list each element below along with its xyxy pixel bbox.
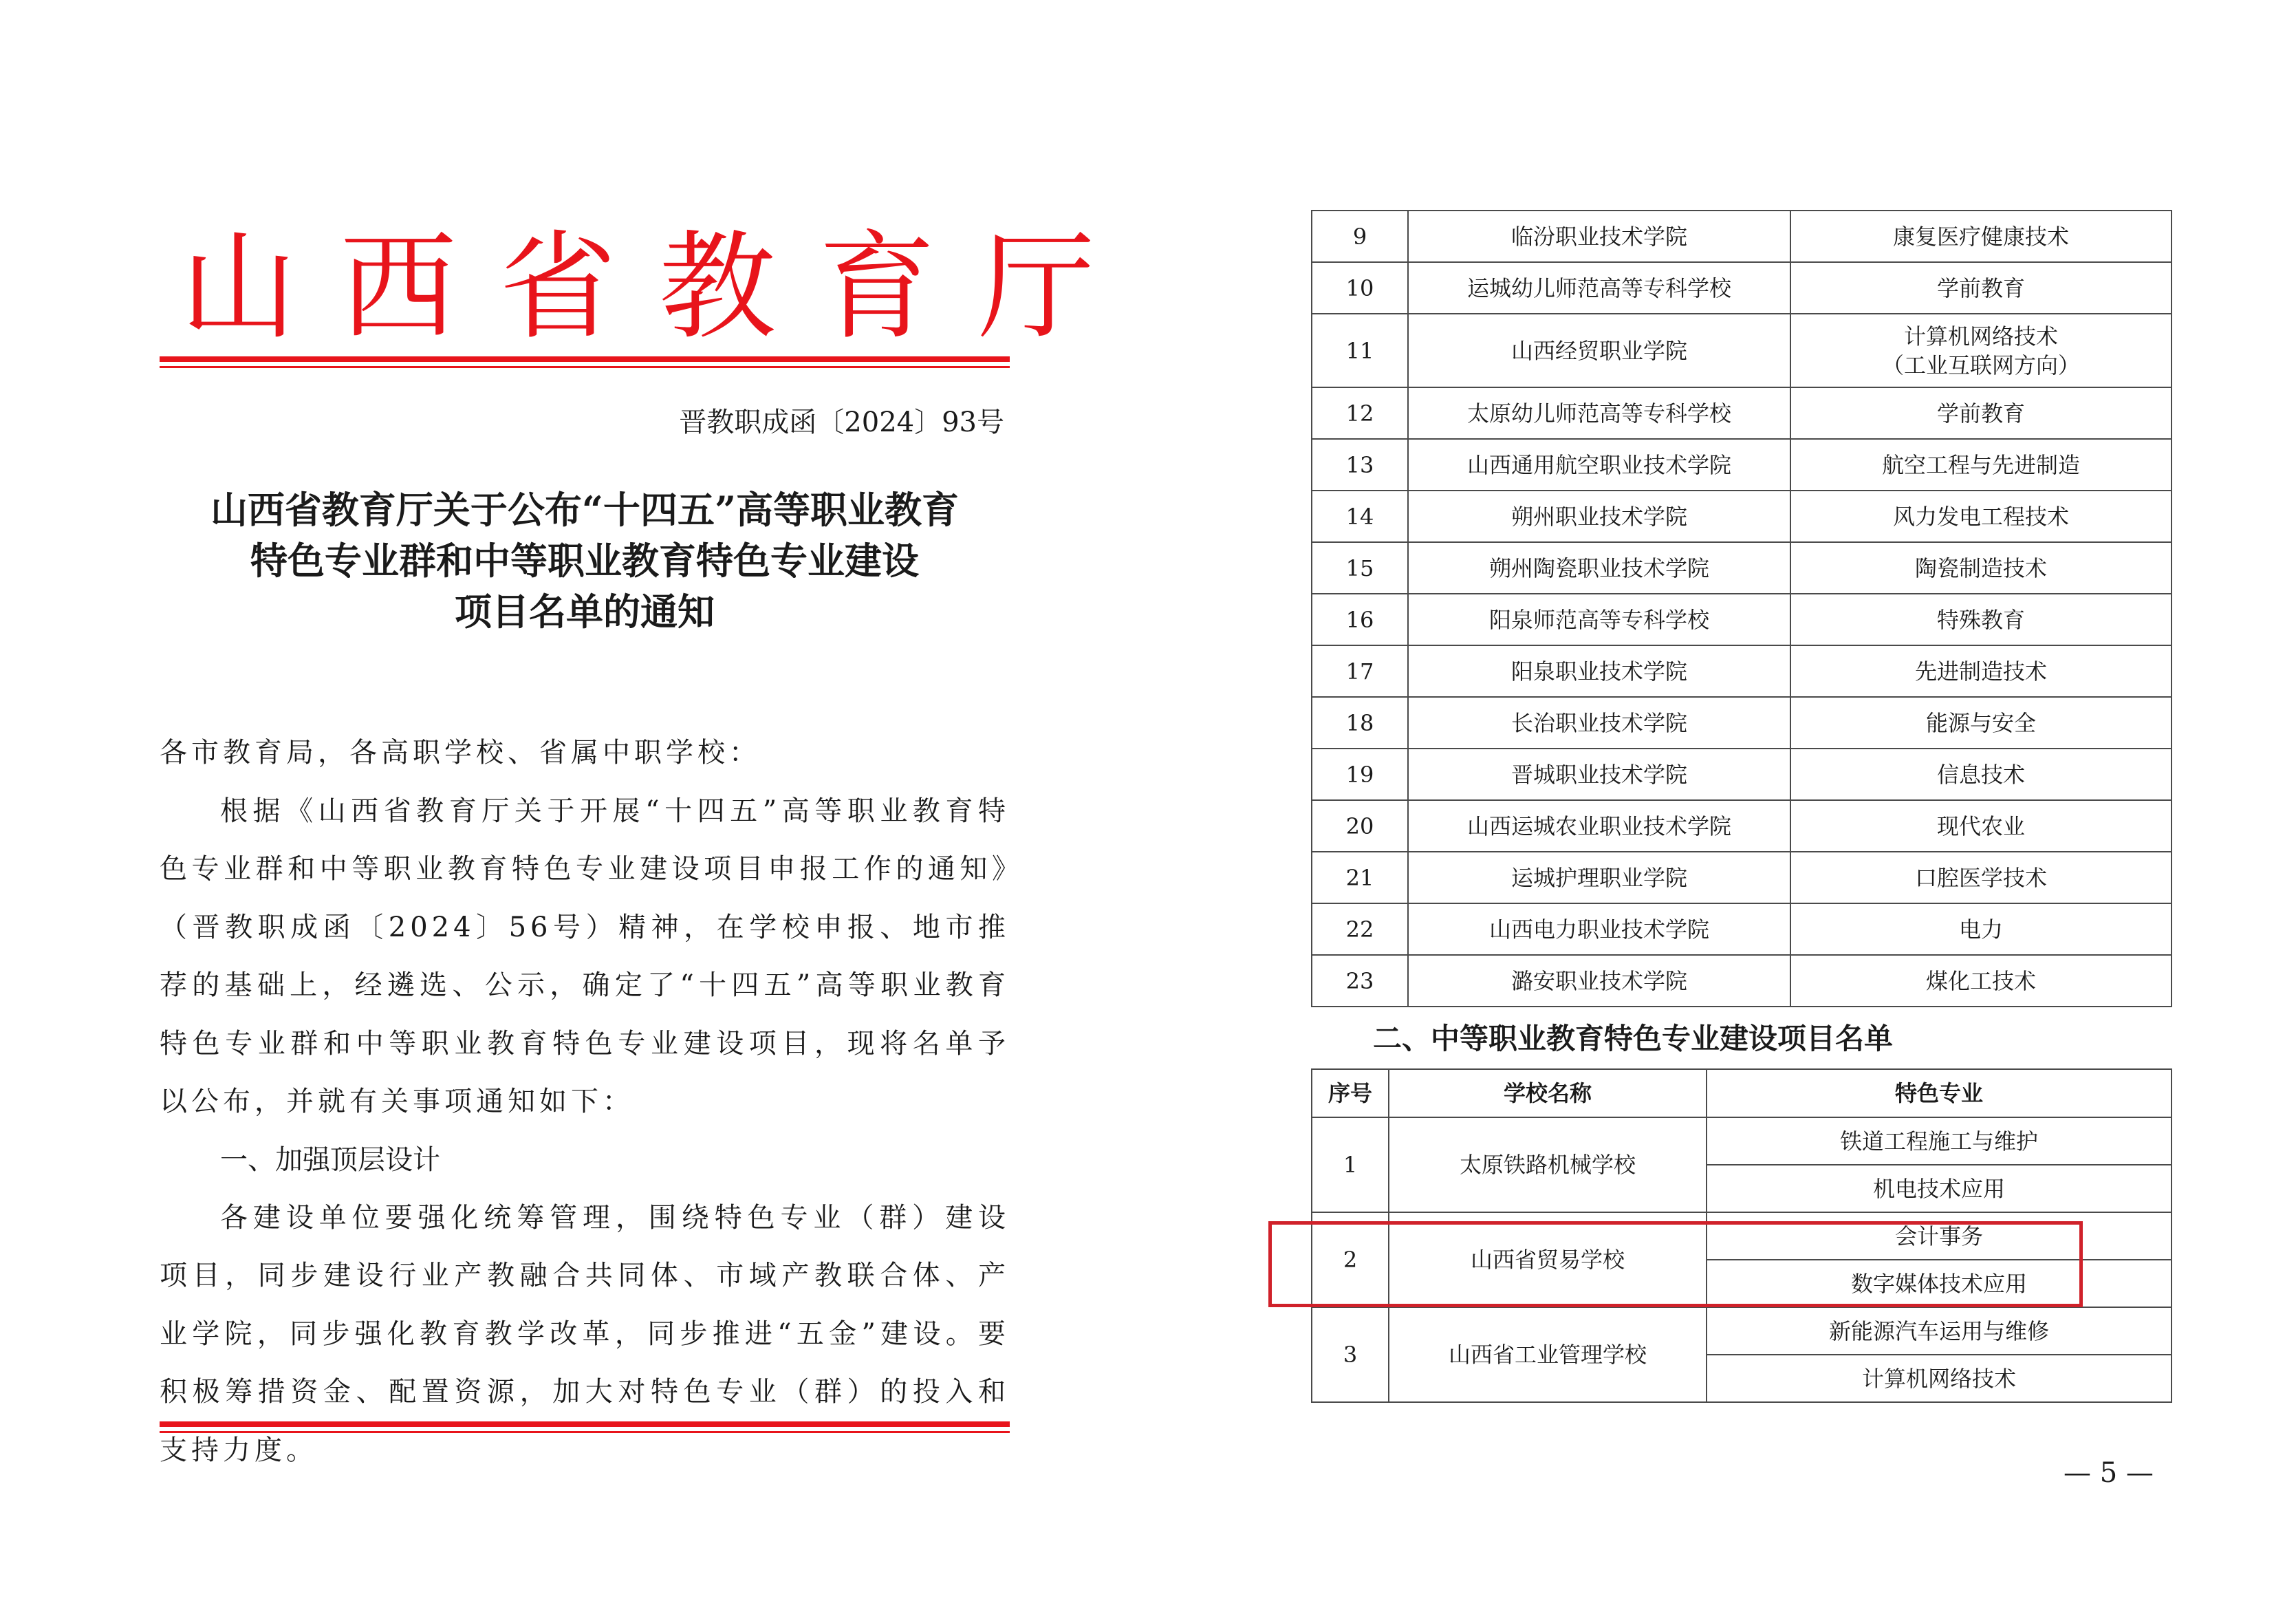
featured-major [1790, 955, 2172, 1007]
table-row [1312, 697, 2172, 749]
row-number: 19 [1312, 749, 1408, 800]
featured-major [1790, 439, 2172, 491]
title-line: 山西省教育厅关于公布“十四五”高等职业教育 [210, 488, 960, 532]
school-name: 太原幼儿师范高等专科学校 [1408, 387, 1790, 439]
table-row [1312, 955, 2172, 1007]
school-name: 山西省工业管理学校 [1389, 1307, 1707, 1402]
major-line: 能源与安全 [1925, 709, 2036, 736]
paragraph-1: 根据《山西省教育厅关于开展“十四五”高等职业教育特色专业群和中等职业教育特色专业建设项目申报工作的通知》（晋教职成函〔2024〕56号）精神，在学校申报、地市推荐的基础上，经遴选、公示，确定了“十四五”高等职业教育特色专业群和中等职业教育特色专业建设项目，现将名单予以公布，并就有关事项通知如下： [160, 795, 1010, 1117]
table-row [1312, 439, 2172, 491]
featured-major [1790, 852, 2172, 903]
highlight-box [1268, 1221, 2083, 1307]
featured-major: 新能源汽车运用与维修 [1707, 1307, 2172, 1355]
featured-major [1790, 594, 2172, 645]
featured-major: 数字媒体技术应用 [1707, 1260, 2172, 1307]
major-line: 学前教育 [1936, 275, 2025, 301]
row-number: 10 [1312, 262, 1408, 314]
document-number: 晋教职成函〔2024〕93号 [679, 407, 1004, 438]
major-line: 航空工程与先进制造 [1881, 451, 2080, 478]
row-number: 17 [1312, 645, 1408, 697]
table-row [1312, 1307, 2172, 1355]
table-row [1312, 1117, 2172, 1165]
row-number: 12 [1312, 387, 1408, 439]
featured-major [1790, 262, 2172, 314]
notice-body [160, 724, 1010, 1479]
table-row [1312, 903, 2172, 955]
major-line: 风力发电工程技术 [1892, 503, 2069, 530]
table-row [1312, 211, 2172, 262]
featured-major [1790, 314, 2172, 387]
major-line: 陶瓷制造技术 [1914, 555, 2047, 581]
right-page [1311, 210, 2171, 1392]
row-number: 23 [1312, 955, 1408, 1007]
major-line: 康复医疗健康技术 [1892, 223, 2069, 250]
row-number: 15 [1312, 542, 1408, 594]
school-name: 阳泉师范高等专科学校 [1408, 594, 1790, 645]
school-name: 山西运城农业职业技术学院 [1408, 800, 1790, 852]
header-no: 序号 [1312, 1069, 1389, 1117]
row-number: 16 [1312, 594, 1408, 645]
major-line: （工业互联网方向） [1881, 352, 2080, 378]
featured-major [1790, 542, 2172, 594]
table-row [1312, 491, 2172, 542]
school-name: 山西省贸易学校 [1389, 1212, 1707, 1307]
table-row [1312, 749, 2172, 800]
section-2-title: 二、中等职业教育特色专业建设项目名单 [1373, 1022, 1894, 1055]
featured-major [1790, 749, 2172, 800]
row-number: 1 [1312, 1117, 1389, 1212]
row-number: 9 [1312, 211, 1408, 262]
featured-major [1790, 800, 2172, 852]
school-name: 朔州职业技术学院 [1408, 491, 1790, 542]
row-number: 3 [1312, 1307, 1389, 1402]
row-number: 21 [1312, 852, 1408, 903]
major-line: 现代农业 [1936, 813, 2025, 839]
major-line: 信息技术 [1936, 761, 2025, 788]
school-name: 山西通用航空职业技术学院 [1408, 439, 1790, 491]
featured-major: 计算机网络技术 [1707, 1355, 2172, 1402]
header-major: 特色专业 [1707, 1069, 2172, 1117]
masthead-title: 山西省教育厅 [180, 219, 1138, 356]
featured-major: 会计事务 [1707, 1212, 2172, 1260]
table-row [1312, 594, 2172, 645]
featured-major [1790, 645, 2172, 697]
table-row [1312, 387, 2172, 439]
school-name: 潞安职业技术学院 [1408, 955, 1790, 1007]
major-line: 煤化工技术 [1925, 967, 2036, 994]
featured-major [1790, 387, 2172, 439]
notice-title [160, 484, 1010, 637]
row-number: 20 [1312, 800, 1408, 852]
major-line: 先进制造技术 [1914, 658, 2047, 685]
school-name: 山西经贸职业学院 [1408, 314, 1790, 387]
row-number: 13 [1312, 439, 1408, 491]
red-rule-top [160, 356, 1010, 368]
featured-major [1790, 211, 2172, 262]
table-row [1312, 852, 2172, 903]
school-name: 山西电力职业技术学院 [1408, 903, 1790, 955]
school-name: 太原铁路机械学校 [1389, 1117, 1707, 1212]
header-school: 学校名称 [1389, 1069, 1707, 1117]
school-name: 朔州陶瓷职业技术学院 [1408, 542, 1790, 594]
school-name: 长治职业技术学院 [1408, 697, 1790, 749]
red-rule-bottom [160, 1421, 1010, 1433]
major-line: 计算机网络技术 [1903, 323, 2058, 350]
title-line: 项目名单的通知 [455, 590, 715, 634]
major-line: 口腔医学技术 [1914, 864, 2047, 891]
school-name: 晋城职业技术学院 [1408, 749, 1790, 800]
row-number: 18 [1312, 697, 1408, 749]
page-number: — 5 — [2064, 1457, 2154, 1489]
featured-major [1790, 697, 2172, 749]
school-name: 临汾职业技术学院 [1408, 211, 1790, 262]
table-row [1312, 800, 2172, 852]
row-number: 2 [1312, 1212, 1389, 1307]
title-line: 特色专业群和中等职业教育特色专业建设 [250, 539, 919, 583]
featured-major [1790, 903, 2172, 955]
featured-major: 机电技术应用 [1707, 1165, 2172, 1212]
featured-major: 铁道工程施工与维护 [1707, 1117, 2172, 1165]
row-number: 22 [1312, 903, 1408, 955]
table-row [1312, 645, 2172, 697]
school-name: 阳泉职业技术学院 [1408, 645, 1790, 697]
school-name: 运城护理职业学院 [1408, 852, 1790, 903]
school-name: 运城幼儿师范高等专科学校 [1408, 262, 1790, 314]
row-number: 14 [1312, 491, 1408, 542]
table-row [1312, 262, 2172, 314]
featured-major [1790, 491, 2172, 542]
paragraph-2: 各建设单位要强化统筹管理，围绕特色专业（群）建设项目，同步建设行业产教融合共同体、市域产教联合体、产业学院，同步强化教育教学改革，同步推进“五金”建设。要积极筹措资金、配置资源，加大对特色专业（群）的投入和支持力度。 [160, 1201, 1010, 1466]
salutation: 各市教育局，各高职学校、省属中职学校： [160, 737, 761, 768]
row-number: 11 [1312, 314, 1408, 387]
major-line: 电力 [1958, 916, 2003, 943]
major-line: 特殊教育 [1936, 606, 2025, 633]
table-row [1312, 542, 2172, 594]
major-line: 学前教育 [1936, 400, 2025, 427]
vocational-college-table [1311, 210, 2172, 1007]
table-row [1312, 314, 2172, 387]
heading-1: 一、加强顶层设计 [220, 1143, 440, 1176]
